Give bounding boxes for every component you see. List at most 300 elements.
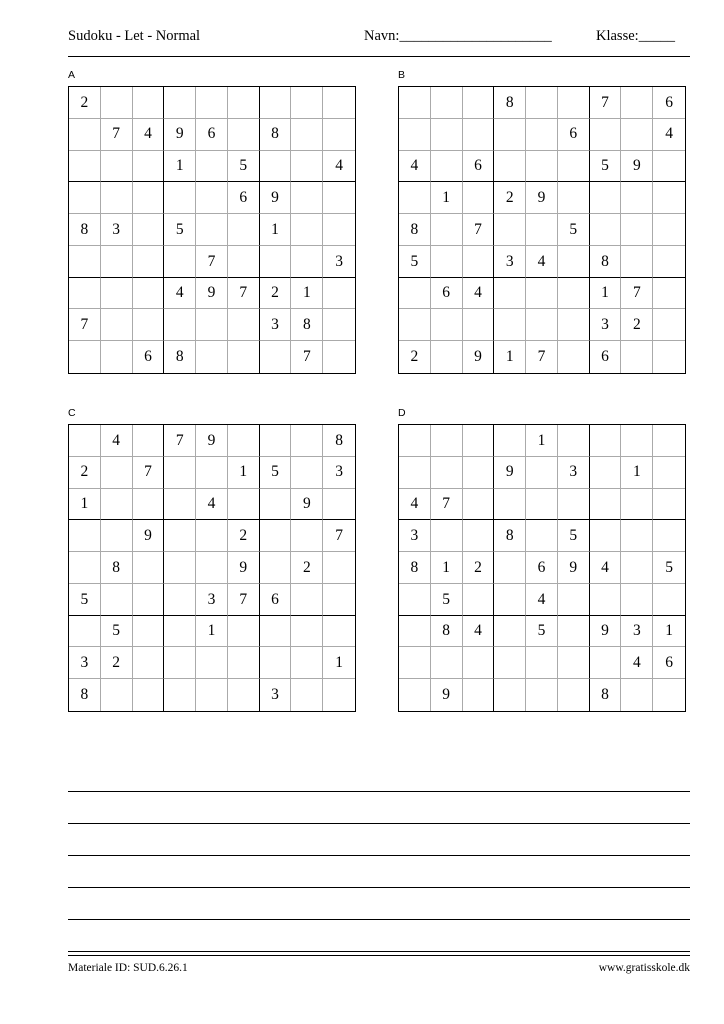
sudoku-cell[interactable] [653, 246, 685, 278]
sudoku-cell[interactable]: 2 [69, 457, 101, 489]
sudoku-cell[interactable] [431, 246, 463, 278]
sudoku-cell[interactable] [101, 679, 133, 711]
sudoku-cell[interactable] [494, 647, 526, 679]
sudoku-cell[interactable] [69, 616, 101, 648]
sudoku-cell[interactable] [133, 647, 165, 679]
sudoku-cell[interactable] [494, 489, 526, 521]
sudoku-cell[interactable]: 1 [228, 457, 260, 489]
sudoku-cell[interactable] [526, 278, 558, 310]
sudoku-cell[interactable]: 4 [463, 278, 495, 310]
sudoku-cell[interactable] [228, 119, 260, 151]
sudoku-cell[interactable]: 1 [431, 182, 463, 214]
sudoku-cell[interactable] [164, 87, 196, 119]
sudoku-cell[interactable] [558, 309, 590, 341]
sudoku-cell[interactable] [621, 182, 653, 214]
sudoku-cell[interactable] [494, 119, 526, 151]
sudoku-cell[interactable] [291, 425, 323, 457]
sudoku-cell[interactable] [133, 309, 165, 341]
sudoku-cell[interactable] [590, 520, 622, 552]
sudoku-cell[interactable] [69, 278, 101, 310]
sudoku-cell[interactable]: 3 [621, 616, 653, 648]
sudoku-cell[interactable] [431, 309, 463, 341]
sudoku-cell[interactable] [196, 679, 228, 711]
sudoku-cell[interactable] [323, 214, 355, 246]
sudoku-cell[interactable] [323, 182, 355, 214]
sudoku-cell[interactable] [399, 309, 431, 341]
sudoku-cell[interactable] [69, 246, 101, 278]
sudoku-cell[interactable]: 6 [196, 119, 228, 151]
sudoku-cell[interactable] [133, 214, 165, 246]
sudoku-cell[interactable] [558, 647, 590, 679]
sudoku-cell[interactable] [653, 520, 685, 552]
sudoku-cell[interactable]: 4 [399, 151, 431, 183]
sudoku-cell[interactable] [526, 87, 558, 119]
sudoku-cell[interactable]: 8 [323, 425, 355, 457]
sudoku-cell[interactable] [196, 647, 228, 679]
sudoku-cell[interactable] [463, 647, 495, 679]
sudoku-cell[interactable] [399, 119, 431, 151]
sudoku-cell[interactable] [621, 87, 653, 119]
sudoku-cell[interactable]: 1 [291, 278, 323, 310]
sudoku-cell[interactable] [228, 647, 260, 679]
sudoku-cell[interactable]: 6 [463, 151, 495, 183]
sudoku-cell[interactable] [526, 457, 558, 489]
sudoku-grid-b[interactable] [398, 86, 686, 374]
sudoku-cell[interactable]: 4 [101, 425, 133, 457]
sudoku-cell[interactable]: 9 [260, 182, 292, 214]
sudoku-cell[interactable]: 4 [621, 647, 653, 679]
sudoku-cell[interactable] [228, 489, 260, 521]
sudoku-cell[interactable] [431, 214, 463, 246]
sudoku-cell[interactable] [291, 119, 323, 151]
sudoku-cell[interactable]: 4 [323, 151, 355, 183]
sudoku-cell[interactable] [463, 246, 495, 278]
sudoku-cell[interactable]: 7 [463, 214, 495, 246]
sudoku-cell[interactable] [653, 151, 685, 183]
sudoku-cell[interactable] [653, 425, 685, 457]
sudoku-cell[interactable] [260, 552, 292, 584]
sudoku-cell[interactable] [133, 679, 165, 711]
sudoku-cell[interactable] [291, 520, 323, 552]
sudoku-cell[interactable]: 5 [431, 584, 463, 616]
sudoku-cell[interactable] [260, 246, 292, 278]
sudoku-cell[interactable] [133, 584, 165, 616]
sudoku-cell[interactable] [164, 489, 196, 521]
sudoku-cell[interactable]: 3 [590, 309, 622, 341]
sudoku-cell[interactable]: 2 [69, 87, 101, 119]
sudoku-cell[interactable] [558, 87, 590, 119]
sudoku-cell[interactable] [291, 246, 323, 278]
sudoku-cell[interactable]: 7 [621, 278, 653, 310]
sudoku-cell[interactable]: 9 [133, 520, 165, 552]
sudoku-cell[interactable] [526, 151, 558, 183]
sudoku-cell[interactable] [653, 584, 685, 616]
sudoku-cell[interactable] [260, 647, 292, 679]
sudoku-cell[interactable]: 3 [323, 457, 355, 489]
sudoku-cell[interactable] [558, 616, 590, 648]
name-blank[interactable]: _____________________ [399, 28, 552, 44]
sudoku-cell[interactable] [463, 457, 495, 489]
sudoku-cell[interactable] [228, 679, 260, 711]
sudoku-cell[interactable] [590, 214, 622, 246]
sudoku-cell[interactable]: 9 [431, 679, 463, 711]
sudoku-cell[interactable]: 9 [621, 151, 653, 183]
sudoku-cell[interactable] [133, 87, 165, 119]
sudoku-cell[interactable] [260, 616, 292, 648]
sudoku-cell[interactable]: 1 [431, 552, 463, 584]
sudoku-cell[interactable] [463, 489, 495, 521]
sudoku-cell[interactable] [101, 309, 133, 341]
sudoku-cell[interactable]: 6 [590, 341, 622, 373]
sudoku-cell[interactable] [431, 520, 463, 552]
sudoku-cell[interactable] [399, 679, 431, 711]
sudoku-cell[interactable] [621, 246, 653, 278]
sudoku-cell[interactable] [260, 425, 292, 457]
sudoku-cell[interactable] [164, 647, 196, 679]
sudoku-cell[interactable] [621, 489, 653, 521]
sudoku-cell[interactable] [621, 341, 653, 373]
sudoku-cell[interactable] [69, 425, 101, 457]
sudoku-cell[interactable] [228, 616, 260, 648]
sudoku-cell[interactable] [653, 679, 685, 711]
sudoku-cell[interactable]: 4 [133, 119, 165, 151]
sudoku-cell[interactable]: 9 [196, 278, 228, 310]
sudoku-cell[interactable]: 1 [621, 457, 653, 489]
sudoku-cell[interactable] [228, 309, 260, 341]
sudoku-cell[interactable]: 2 [101, 647, 133, 679]
sudoku-cell[interactable] [133, 182, 165, 214]
sudoku-cell[interactable]: 6 [653, 87, 685, 119]
sudoku-cell[interactable]: 5 [653, 552, 685, 584]
sudoku-cell[interactable] [590, 584, 622, 616]
sudoku-cell[interactable] [558, 341, 590, 373]
sudoku-cell[interactable] [101, 489, 133, 521]
sudoku-cell[interactable]: 5 [558, 214, 590, 246]
sudoku-cell[interactable] [526, 679, 558, 711]
sudoku-cell[interactable] [260, 87, 292, 119]
sudoku-cell[interactable] [494, 425, 526, 457]
sudoku-cell[interactable] [291, 679, 323, 711]
sudoku-cell[interactable]: 8 [291, 309, 323, 341]
sudoku-cell[interactable] [621, 214, 653, 246]
sudoku-cell[interactable] [558, 182, 590, 214]
sudoku-cell[interactable]: 3 [69, 647, 101, 679]
sudoku-cell[interactable]: 1 [196, 616, 228, 648]
sudoku-cell[interactable] [526, 520, 558, 552]
sudoku-cell[interactable]: 1 [164, 151, 196, 183]
sudoku-cell[interactable] [323, 616, 355, 648]
sudoku-cell[interactable]: 5 [558, 520, 590, 552]
sudoku-cell[interactable]: 2 [621, 309, 653, 341]
sudoku-cell[interactable] [653, 457, 685, 489]
sudoku-cell[interactable] [558, 151, 590, 183]
sudoku-cell[interactable]: 9 [228, 552, 260, 584]
sudoku-cell[interactable] [291, 87, 323, 119]
sudoku-cell[interactable] [323, 489, 355, 521]
sudoku-cell[interactable] [463, 425, 495, 457]
sudoku-cell[interactable]: 4 [653, 119, 685, 151]
sudoku-cell[interactable] [101, 87, 133, 119]
sudoku-cell[interactable]: 7 [196, 246, 228, 278]
sudoku-cell[interactable] [228, 87, 260, 119]
sudoku-cell[interactable] [69, 341, 101, 373]
sudoku-cell[interactable] [69, 520, 101, 552]
sudoku-cell[interactable] [164, 616, 196, 648]
sudoku-cell[interactable] [323, 341, 355, 373]
sudoku-cell[interactable] [526, 119, 558, 151]
sudoku-cell[interactable]: 6 [228, 182, 260, 214]
sudoku-cell[interactable] [291, 214, 323, 246]
sudoku-cell[interactable] [526, 309, 558, 341]
sudoku-cell[interactable] [228, 214, 260, 246]
sudoku-cell[interactable] [653, 214, 685, 246]
sudoku-cell[interactable] [463, 520, 495, 552]
sudoku-cell[interactable] [260, 520, 292, 552]
sudoku-cell[interactable] [590, 489, 622, 521]
sudoku-cell[interactable] [621, 552, 653, 584]
sudoku-cell[interactable]: 5 [260, 457, 292, 489]
sudoku-cell[interactable] [228, 341, 260, 373]
sudoku-cell[interactable] [228, 425, 260, 457]
sudoku-cell[interactable] [431, 87, 463, 119]
sudoku-cell[interactable]: 7 [323, 520, 355, 552]
sudoku-cell[interactable] [558, 584, 590, 616]
sudoku-cell[interactable] [653, 278, 685, 310]
sudoku-cell[interactable]: 6 [431, 278, 463, 310]
sudoku-cell[interactable]: 1 [69, 489, 101, 521]
sudoku-cell[interactable]: 7 [101, 119, 133, 151]
sudoku-cell[interactable]: 9 [558, 552, 590, 584]
sudoku-cell[interactable] [494, 309, 526, 341]
sudoku-cell[interactable] [196, 214, 228, 246]
sudoku-cell[interactable] [621, 679, 653, 711]
sudoku-cell[interactable] [196, 552, 228, 584]
sudoku-cell[interactable] [463, 679, 495, 711]
sudoku-cell[interactable] [526, 489, 558, 521]
sudoku-cell[interactable] [653, 182, 685, 214]
sudoku-cell[interactable]: 7 [291, 341, 323, 373]
sudoku-cell[interactable]: 4 [196, 489, 228, 521]
sudoku-cell[interactable] [164, 309, 196, 341]
sudoku-cell[interactable] [431, 151, 463, 183]
sudoku-cell[interactable]: 1 [323, 647, 355, 679]
sudoku-cell[interactable]: 8 [590, 246, 622, 278]
sudoku-cell[interactable]: 9 [164, 119, 196, 151]
sudoku-cell[interactable] [101, 246, 133, 278]
sudoku-cell[interactable]: 1 [590, 278, 622, 310]
sudoku-cell[interactable] [101, 457, 133, 489]
sudoku-cell[interactable] [69, 119, 101, 151]
class-blank[interactable]: _____ [638, 28, 675, 44]
sudoku-cell[interactable] [323, 278, 355, 310]
sudoku-cell[interactable] [164, 584, 196, 616]
sudoku-cell[interactable] [133, 489, 165, 521]
sudoku-cell[interactable]: 2 [463, 552, 495, 584]
sudoku-cell[interactable]: 7 [164, 425, 196, 457]
sudoku-cell[interactable]: 9 [590, 616, 622, 648]
sudoku-cell[interactable] [558, 425, 590, 457]
sudoku-grid-c[interactable] [68, 424, 356, 712]
sudoku-cell[interactable]: 3 [101, 214, 133, 246]
sudoku-cell[interactable]: 2 [291, 552, 323, 584]
sudoku-cell[interactable] [228, 246, 260, 278]
sudoku-cell[interactable]: 3 [260, 309, 292, 341]
sudoku-cell[interactable] [494, 214, 526, 246]
sudoku-cell[interactable] [494, 679, 526, 711]
sudoku-cell[interactable] [291, 584, 323, 616]
sudoku-cell[interactable] [164, 552, 196, 584]
sudoku-cell[interactable] [558, 489, 590, 521]
sudoku-cell[interactable] [196, 87, 228, 119]
sudoku-cell[interactable] [260, 341, 292, 373]
sudoku-cell[interactable]: 4 [399, 489, 431, 521]
sudoku-cell[interactable] [101, 584, 133, 616]
sudoku-cell[interactable] [323, 309, 355, 341]
sudoku-cell[interactable]: 6 [260, 584, 292, 616]
sudoku-cell[interactable]: 5 [101, 616, 133, 648]
sudoku-cell[interactable] [463, 119, 495, 151]
sudoku-cell[interactable]: 1 [526, 425, 558, 457]
sudoku-cell[interactable] [101, 341, 133, 373]
sudoku-cell[interactable]: 1 [494, 341, 526, 373]
sudoku-cell[interactable]: 4 [164, 278, 196, 310]
sudoku-cell[interactable] [323, 584, 355, 616]
sudoku-cell[interactable] [431, 119, 463, 151]
sudoku-cell[interactable] [323, 87, 355, 119]
sudoku-cell[interactable] [653, 341, 685, 373]
sudoku-cell[interactable] [494, 584, 526, 616]
sudoku-cell[interactable]: 2 [228, 520, 260, 552]
sudoku-cell[interactable]: 7 [228, 584, 260, 616]
sudoku-cell[interactable] [463, 87, 495, 119]
sudoku-grid-a[interactable] [68, 86, 356, 374]
sudoku-cell[interactable]: 6 [558, 119, 590, 151]
sudoku-cell[interactable] [431, 425, 463, 457]
sudoku-cell[interactable]: 9 [291, 489, 323, 521]
sudoku-cell[interactable]: 3 [399, 520, 431, 552]
sudoku-cell[interactable] [558, 679, 590, 711]
sudoku-cell[interactable]: 7 [590, 87, 622, 119]
sudoku-cell[interactable] [260, 489, 292, 521]
sudoku-cell[interactable]: 8 [260, 119, 292, 151]
sudoku-cell[interactable] [323, 679, 355, 711]
sudoku-cell[interactable] [133, 552, 165, 584]
sudoku-cell[interactable]: 7 [133, 457, 165, 489]
sudoku-cell[interactable] [196, 309, 228, 341]
sudoku-cell[interactable] [590, 457, 622, 489]
sudoku-cell[interactable] [399, 457, 431, 489]
sudoku-cell[interactable]: 4 [590, 552, 622, 584]
sudoku-cell[interactable] [463, 182, 495, 214]
sudoku-cell[interactable]: 2 [399, 341, 431, 373]
sudoku-cell[interactable]: 8 [494, 520, 526, 552]
sudoku-cell[interactable] [133, 246, 165, 278]
sudoku-cell[interactable]: 5 [399, 246, 431, 278]
sudoku-cell[interactable] [196, 520, 228, 552]
sudoku-cell[interactable]: 3 [323, 246, 355, 278]
sudoku-cell[interactable]: 6 [653, 647, 685, 679]
sudoku-cell[interactable]: 3 [558, 457, 590, 489]
sudoku-cell[interactable] [621, 425, 653, 457]
sudoku-cell[interactable] [590, 647, 622, 679]
sudoku-cell[interactable] [399, 278, 431, 310]
sudoku-cell[interactable] [494, 278, 526, 310]
sudoku-cell[interactable]: 1 [260, 214, 292, 246]
sudoku-cell[interactable] [399, 425, 431, 457]
sudoku-cell[interactable] [133, 278, 165, 310]
sudoku-cell[interactable] [621, 520, 653, 552]
sudoku-cell[interactable] [399, 182, 431, 214]
sudoku-cell[interactable]: 8 [399, 214, 431, 246]
sudoku-cell[interactable]: 9 [526, 182, 558, 214]
sudoku-cell[interactable] [164, 520, 196, 552]
sudoku-cell[interactable] [323, 552, 355, 584]
sudoku-cell[interactable] [196, 151, 228, 183]
sudoku-cell[interactable] [558, 278, 590, 310]
sudoku-cell[interactable]: 5 [590, 151, 622, 183]
sudoku-cell[interactable] [101, 278, 133, 310]
sudoku-cell[interactable] [399, 616, 431, 648]
sudoku-cell[interactable] [621, 584, 653, 616]
sudoku-cell[interactable]: 5 [526, 616, 558, 648]
sudoku-cell[interactable]: 5 [69, 584, 101, 616]
sudoku-cell[interactable]: 7 [526, 341, 558, 373]
sudoku-cell[interactable]: 8 [101, 552, 133, 584]
sudoku-cell[interactable]: 8 [399, 552, 431, 584]
sudoku-cell[interactable]: 4 [526, 584, 558, 616]
sudoku-cell[interactable] [494, 151, 526, 183]
sudoku-cell[interactable] [133, 616, 165, 648]
sudoku-cell[interactable] [69, 552, 101, 584]
sudoku-cell[interactable] [133, 151, 165, 183]
sudoku-cell[interactable] [399, 647, 431, 679]
sudoku-cell[interactable] [431, 457, 463, 489]
sudoku-cell[interactable]: 7 [228, 278, 260, 310]
sudoku-cell[interactable]: 8 [590, 679, 622, 711]
sudoku-cell[interactable] [291, 151, 323, 183]
sudoku-cell[interactable] [653, 489, 685, 521]
sudoku-cell[interactable] [164, 457, 196, 489]
sudoku-cell[interactable] [494, 616, 526, 648]
sudoku-cell[interactable] [291, 616, 323, 648]
sudoku-cell[interactable] [291, 647, 323, 679]
sudoku-cell[interactable] [463, 584, 495, 616]
sudoku-cell[interactable] [69, 151, 101, 183]
sudoku-cell[interactable] [431, 647, 463, 679]
sudoku-cell[interactable]: 2 [260, 278, 292, 310]
sudoku-cell[interactable]: 6 [526, 552, 558, 584]
sudoku-cell[interactable] [431, 341, 463, 373]
sudoku-cell[interactable]: 8 [164, 341, 196, 373]
sudoku-cell[interactable] [101, 182, 133, 214]
sudoku-cell[interactable]: 7 [431, 489, 463, 521]
sudoku-cell[interactable]: 3 [494, 246, 526, 278]
sudoku-cell[interactable] [323, 119, 355, 151]
sudoku-cell[interactable]: 8 [69, 214, 101, 246]
sudoku-cell[interactable]: 4 [526, 246, 558, 278]
sudoku-cell[interactable] [133, 425, 165, 457]
sudoku-cell[interactable] [558, 246, 590, 278]
sudoku-cell[interactable] [526, 647, 558, 679]
sudoku-cell[interactable] [291, 182, 323, 214]
sudoku-cell[interactable] [101, 520, 133, 552]
sudoku-cell[interactable] [164, 246, 196, 278]
sudoku-cell[interactable]: 7 [69, 309, 101, 341]
sudoku-cell[interactable]: 9 [463, 341, 495, 373]
sudoku-cell[interactable] [164, 182, 196, 214]
sudoku-cell[interactable] [399, 584, 431, 616]
website-link[interactable]: www.gratisskole.dk [598, 962, 690, 974]
